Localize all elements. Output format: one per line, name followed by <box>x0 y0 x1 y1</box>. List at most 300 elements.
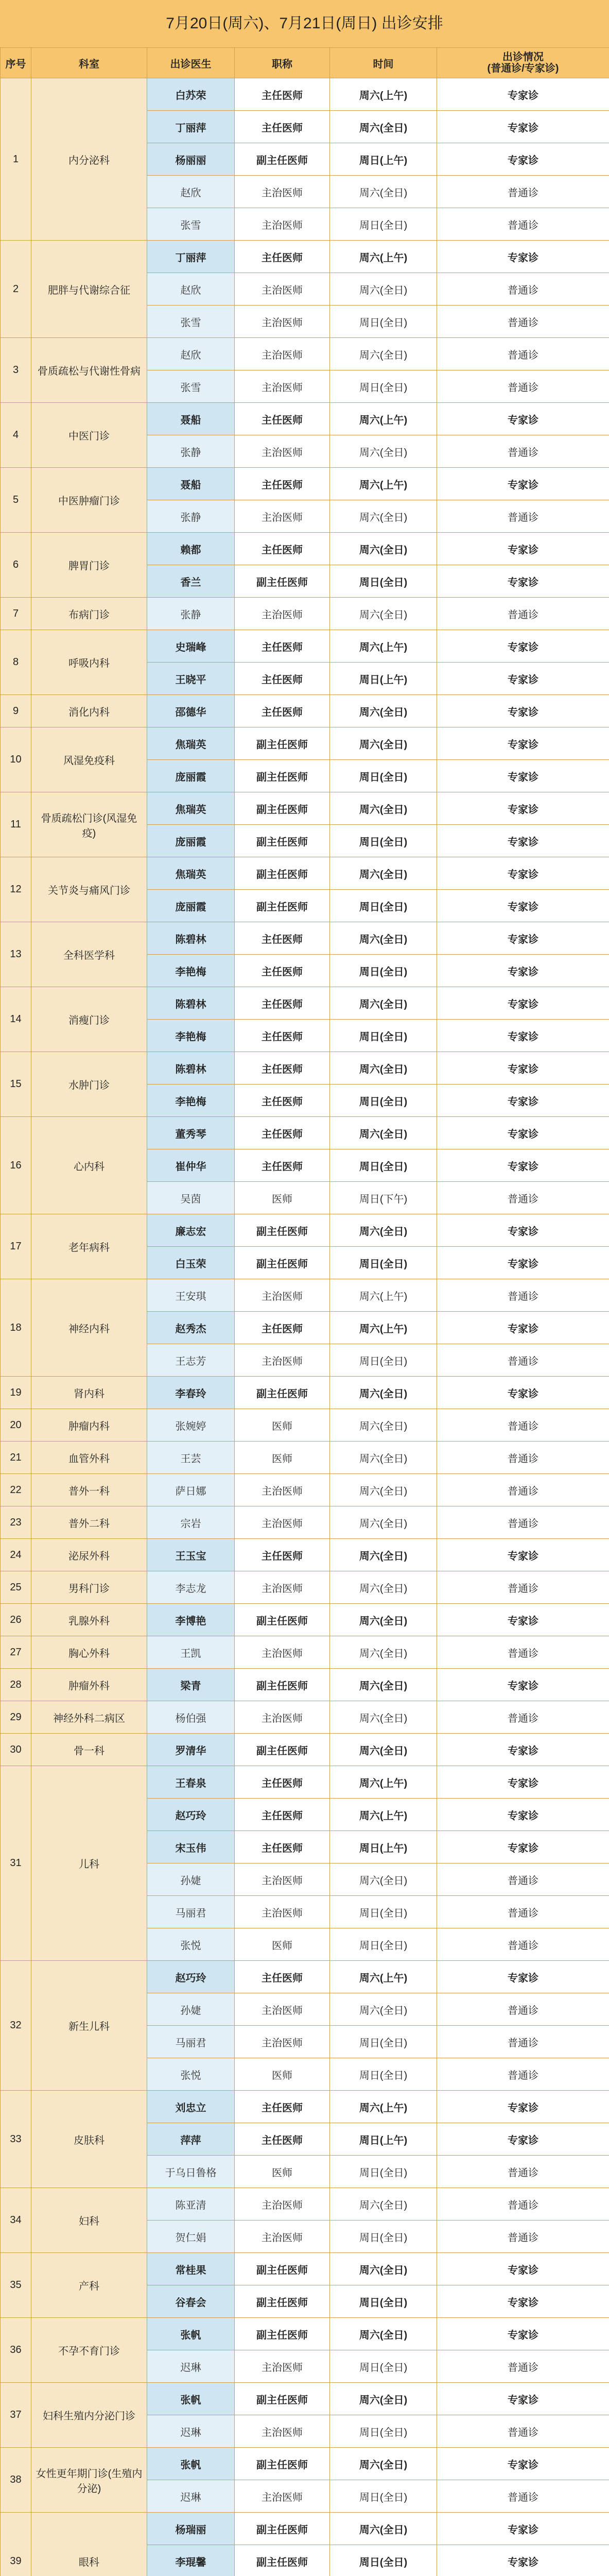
time-cell: 周六(全日) <box>330 1863 437 1896</box>
time-cell: 周六(全日) <box>330 176 437 208</box>
table-row <box>1 2513 609 2545</box>
title-cell: 主治医师 <box>235 1344 330 1377</box>
table-header-row <box>1 48 609 78</box>
row-number: 6 <box>1 533 31 598</box>
time-cell: 周六(全日) <box>330 1377 437 1409</box>
clinic-type-cell: 专家诊 <box>437 922 609 955</box>
clinic-type-cell: 专家诊 <box>437 1734 609 1766</box>
time-cell: 周六(全日) <box>330 2318 437 2350</box>
title-cell: 副主任医师 <box>235 1604 330 1636</box>
row-number: 10 <box>1 727 31 792</box>
title-cell: 副主任医师 <box>235 143 330 176</box>
doctor-cell: 李艳梅 <box>147 1084 235 1117</box>
title-cell: 医师 <box>235 1442 330 1474</box>
time-cell: 周日(全日) <box>330 2350 437 2383</box>
table-row <box>1 922 609 955</box>
clinic-type-cell: 专家诊 <box>437 630 609 663</box>
row-number: 3 <box>1 338 31 403</box>
clinic-type-cell: 专家诊 <box>437 533 609 565</box>
doctor-cell: 于乌日鲁格 <box>147 2156 235 2188</box>
title-cell: 副主任医师 <box>235 1734 330 1766</box>
table-row <box>1 792 609 825</box>
table-row <box>1 1442 609 1474</box>
doctor-cell: 张雪 <box>147 370 235 403</box>
clinic-type-cell: 专家诊 <box>437 825 609 857</box>
table-row <box>1 1214 609 1247</box>
time-cell: 周六(全日) <box>330 2513 437 2545</box>
col-header-time: 时间 <box>330 48 437 78</box>
doctor-cell: 李艳梅 <box>147 955 235 987</box>
department-cell: 乳腺外科 <box>31 1604 147 1636</box>
clinic-type-cell: 普通诊 <box>437 1474 609 1506</box>
time-cell: 周日(全日) <box>330 2026 437 2058</box>
table-row <box>1 338 609 370</box>
doctor-cell: 王春泉 <box>147 1766 235 1799</box>
table-row <box>1 727 609 760</box>
department-cell: 消化内科 <box>31 695 147 727</box>
time-cell: 周六(全日) <box>330 111 437 143</box>
row-number: 22 <box>1 1474 31 1506</box>
title-cell: 主治医师 <box>235 1506 330 1539</box>
clinic-type-cell: 专家诊 <box>437 2123 609 2156</box>
doctor-cell: 杨伯强 <box>147 1701 235 1734</box>
clinic-type-cell: 专家诊 <box>437 143 609 176</box>
doctor-cell: 张悦 <box>147 2058 235 2091</box>
title-cell: 主治医师 <box>235 208 330 241</box>
doctor-cell: 萨日娜 <box>147 1474 235 1506</box>
time-cell: 周六(全日) <box>330 1734 437 1766</box>
department-cell: 胸心外科 <box>31 1636 147 1669</box>
table-row <box>1 1669 609 1701</box>
clinic-type-cell: 专家诊 <box>437 1020 609 1052</box>
title-cell: 主治医师 <box>235 2026 330 2058</box>
clinic-type-cell: 专家诊 <box>437 2285 609 2318</box>
table-row <box>1 1409 609 1442</box>
title-cell: 副主任医师 <box>235 2513 330 2545</box>
table-row <box>1 598 609 630</box>
row-number: 13 <box>1 922 31 987</box>
department-cell: 肿瘤外科 <box>31 1669 147 1701</box>
clinic-type-cell: 普通诊 <box>437 1409 609 1442</box>
table-row <box>1 1766 609 1799</box>
doctor-cell: 赵欣 <box>147 273 235 306</box>
clinic-type-cell: 普通诊 <box>437 273 609 306</box>
title-cell: 主任医师 <box>235 2123 330 2156</box>
time-cell: 周六(上午) <box>330 241 437 273</box>
title-cell: 主任医师 <box>235 695 330 727</box>
clinic-type-cell: 专家诊 <box>437 468 609 500</box>
time-cell: 周六(上午) <box>330 1279 437 1312</box>
doctor-cell: 李志龙 <box>147 1571 235 1604</box>
clinic-type-cell: 普通诊 <box>437 1571 609 1604</box>
title-cell: 主任医师 <box>235 1799 330 1831</box>
clinic-type-cell: 专家诊 <box>437 565 609 598</box>
title-cell: 主任医师 <box>235 468 330 500</box>
row-number: 17 <box>1 1214 31 1279</box>
row-number: 36 <box>1 2318 31 2383</box>
clinic-type-cell: 专家诊 <box>437 890 609 922</box>
doctor-cell: 焦瑞英 <box>147 857 235 890</box>
clinic-type-cell: 专家诊 <box>437 1961 609 1993</box>
department-cell: 呼吸内科 <box>31 630 147 695</box>
title-cell: 主任医师 <box>235 1312 330 1344</box>
time-cell: 周六(全日) <box>330 695 437 727</box>
department-cell: 肿瘤内科 <box>31 1409 147 1442</box>
clinic-type-cell: 普通诊 <box>437 338 609 370</box>
time-cell: 周六(上午) <box>330 468 437 500</box>
doctor-cell: 宗岩 <box>147 1506 235 1539</box>
clinic-type-cell: 普通诊 <box>437 1928 609 1961</box>
clinic-type-cell: 专家诊 <box>437 2318 609 2350</box>
title-cell: 主任医师 <box>235 1766 330 1799</box>
doctor-cell: 迟琳 <box>147 2415 235 2448</box>
time-cell: 周日(全日) <box>330 306 437 338</box>
clinic-type-cell: 普通诊 <box>437 306 609 338</box>
clinic-type-cell: 专家诊 <box>437 1669 609 1701</box>
clinic-type-cell: 专家诊 <box>437 2383 609 2415</box>
department-cell: 儿科 <box>31 1766 147 1961</box>
col-header-no: 序号 <box>1 48 31 78</box>
doctor-cell: 马丽君 <box>147 1896 235 1928</box>
doctor-cell: 李春玲 <box>147 1377 235 1409</box>
clinic-type-cell: 普通诊 <box>437 598 609 630</box>
clinic-type-cell: 专家诊 <box>437 2448 609 2480</box>
title-cell: 主治医师 <box>235 176 330 208</box>
title-cell: 副主任医师 <box>235 727 330 760</box>
title-cell: 主任医师 <box>235 1961 330 1993</box>
department-cell: 女性更年期门诊(生殖内分泌) <box>31 2448 147 2513</box>
department-cell: 中医门诊 <box>31 403 147 468</box>
clinic-type-cell: 普通诊 <box>437 1344 609 1377</box>
title-cell: 副主任医师 <box>235 2545 330 2576</box>
doctor-cell: 陈亚清 <box>147 2188 235 2221</box>
clinic-type-cell: 专家诊 <box>437 2253 609 2285</box>
time-cell: 周日(全日) <box>330 1020 437 1052</box>
row-number: 1 <box>1 78 31 241</box>
clinic-type-cell: 专家诊 <box>437 1539 609 1571</box>
table-row <box>1 1506 609 1539</box>
col-header-doctor: 出诊医生 <box>147 48 235 78</box>
time-cell: 周日(全日) <box>330 1928 437 1961</box>
doctor-cell: 王安琪 <box>147 1279 235 1312</box>
doctor-cell: 史瑞峰 <box>147 630 235 663</box>
title-cell: 主治医师 <box>235 2350 330 2383</box>
clinic-type-cell: 专家诊 <box>437 1117 609 1149</box>
title-cell: 主治医师 <box>235 2480 330 2513</box>
row-number: 27 <box>1 1636 31 1669</box>
doctor-cell: 贺仁娟 <box>147 2221 235 2253</box>
row-number: 15 <box>1 1052 31 1117</box>
time-cell: 周六(上午) <box>330 630 437 663</box>
time-cell: 周日(上午) <box>330 1831 437 1863</box>
department-cell: 心内科 <box>31 1117 147 1214</box>
doctor-cell: 张静 <box>147 598 235 630</box>
title-cell: 主治医师 <box>235 1636 330 1669</box>
clinic-type-cell: 普通诊 <box>437 1182 609 1214</box>
row-number: 16 <box>1 1117 31 1214</box>
row-number: 4 <box>1 403 31 468</box>
department-cell: 神经内科 <box>31 1279 147 1377</box>
department-cell: 布病门诊 <box>31 598 147 630</box>
doctor-cell: 焦瑞英 <box>147 792 235 825</box>
doctor-cell: 王凯 <box>147 1636 235 1669</box>
doctor-cell: 迟琳 <box>147 2480 235 2513</box>
row-number: 35 <box>1 2253 31 2318</box>
time-cell: 周六(全日) <box>330 2383 437 2415</box>
doctor-cell: 张帆 <box>147 2448 235 2480</box>
doctor-cell: 谷春会 <box>147 2285 235 2318</box>
title-cell: 副主任医师 <box>235 890 330 922</box>
clinic-type-cell: 专家诊 <box>437 1312 609 1344</box>
time-cell: 周六(全日) <box>330 1442 437 1474</box>
row-number: 38 <box>1 2448 31 2513</box>
title-cell: 主任医师 <box>235 403 330 435</box>
doctor-cell: 赵巧玲 <box>147 1961 235 1993</box>
doctor-cell: 张雪 <box>147 208 235 241</box>
doctor-cell: 王玉宝 <box>147 1539 235 1571</box>
department-cell: 消瘦门诊 <box>31 987 147 1052</box>
page-title: 7月20日(周六)、7月21日(周日) 出诊安排 <box>166 15 443 32</box>
row-number: 37 <box>1 2383 31 2448</box>
clinic-type-cell: 专家诊 <box>437 857 609 890</box>
doctor-cell: 萍萍 <box>147 2123 235 2156</box>
doctor-cell: 王芸 <box>147 1442 235 1474</box>
time-cell: 周日(全日) <box>330 1084 437 1117</box>
department-cell: 普外一科 <box>31 1474 147 1506</box>
time-cell: 周六(上午) <box>330 1799 437 1831</box>
clinic-type-cell: 专家诊 <box>437 403 609 435</box>
row-number: 25 <box>1 1571 31 1604</box>
time-cell: 周日(全日) <box>330 2221 437 2253</box>
doctor-cell: 张静 <box>147 435 235 468</box>
col-header-title: 职称 <box>235 48 330 78</box>
row-number: 33 <box>1 2091 31 2188</box>
doctor-cell: 崔仲华 <box>147 1149 235 1182</box>
clinic-type-cell: 专家诊 <box>437 1247 609 1279</box>
doctor-cell: 李博艳 <box>147 1604 235 1636</box>
clinic-type-cell: 专家诊 <box>437 760 609 792</box>
row-number: 2 <box>1 241 31 338</box>
doctor-cell: 李艳梅 <box>147 1020 235 1052</box>
title-cell: 主任医师 <box>235 630 330 663</box>
clinic-type-cell: 普通诊 <box>437 208 609 241</box>
doctor-cell: 张婉婷 <box>147 1409 235 1442</box>
doctor-cell: 孙婕 <box>147 1863 235 1896</box>
doctor-cell: 王志芳 <box>147 1344 235 1377</box>
clinic-type-cell: 专家诊 <box>437 241 609 273</box>
title-cell: 主任医师 <box>235 663 330 695</box>
doctor-cell: 赵欣 <box>147 176 235 208</box>
row-number: 23 <box>1 1506 31 1539</box>
title-cell: 主任医师 <box>235 1084 330 1117</box>
row-number: 31 <box>1 1766 31 1961</box>
row-number: 21 <box>1 1442 31 1474</box>
department-cell: 骨质疏松门诊(风湿免疫) <box>31 792 147 857</box>
time-cell: 周六(上午) <box>330 1312 437 1344</box>
doctor-cell: 马丽君 <box>147 2026 235 2058</box>
department-cell: 皮肤科 <box>31 2091 147 2188</box>
table-row <box>1 403 609 435</box>
time-cell: 周日(全日) <box>330 825 437 857</box>
department-cell: 肾内科 <box>31 1377 147 1409</box>
clinic-type-cell: 普通诊 <box>437 500 609 533</box>
doctor-cell: 丁丽萍 <box>147 241 235 273</box>
clinic-type-cell: 专家诊 <box>437 1214 609 1247</box>
doctor-cell: 李琨馨 <box>147 2545 235 2576</box>
title-cell: 主治医师 <box>235 598 330 630</box>
table-row <box>1 1117 609 1149</box>
department-cell: 普外二科 <box>31 1506 147 1539</box>
title-cell: 副主任医师 <box>235 1669 330 1701</box>
clinic-type-cell: 专家诊 <box>437 1149 609 1182</box>
doctor-cell: 聂船 <box>147 468 235 500</box>
title-cell: 主治医师 <box>235 1474 330 1506</box>
title-cell: 医师 <box>235 1182 330 1214</box>
table-row <box>1 2318 609 2350</box>
doctor-cell: 庞丽霞 <box>147 825 235 857</box>
time-cell: 周六(上午) <box>330 78 437 111</box>
title-cell: 主任医师 <box>235 1831 330 1863</box>
time-cell: 周六(全日) <box>330 273 437 306</box>
time-cell: 周六(全日) <box>330 987 437 1020</box>
table-row <box>1 1604 609 1636</box>
doctor-cell: 白玉荣 <box>147 1247 235 1279</box>
time-cell: 周六(全日) <box>330 792 437 825</box>
department-cell: 骨质疏松与代谢性骨病 <box>31 338 147 403</box>
title-cell: 副主任医师 <box>235 857 330 890</box>
table-row <box>1 1961 609 1993</box>
time-cell: 周六(全日) <box>330 500 437 533</box>
clinic-type-cell: 专家诊 <box>437 727 609 760</box>
time-cell: 周六(全日) <box>330 1993 437 2026</box>
clinic-type-cell: 普通诊 <box>437 2188 609 2221</box>
department-cell: 中医肿瘤门诊 <box>31 468 147 533</box>
time-cell: 周六(全日) <box>330 2188 437 2221</box>
clinic-type-cell: 普通诊 <box>437 1442 609 1474</box>
title-cell: 主任医师 <box>235 241 330 273</box>
time-cell: 周六(全日) <box>330 598 437 630</box>
time-cell: 周日(全日) <box>330 370 437 403</box>
title-cell: 主治医师 <box>235 370 330 403</box>
table-row <box>1 1571 609 1604</box>
table-row <box>1 533 609 565</box>
title-cell: 副主任医师 <box>235 1214 330 1247</box>
clinic-type-cell: 专家诊 <box>437 695 609 727</box>
clinic-type-cell: 专家诊 <box>437 1766 609 1799</box>
department-cell: 男科门诊 <box>31 1571 147 1604</box>
table-row <box>1 1734 609 1766</box>
table-row <box>1 1377 609 1409</box>
row-number: 28 <box>1 1669 31 1701</box>
time-cell: 周日(全日) <box>330 2545 437 2576</box>
title-cell: 主治医师 <box>235 2188 330 2221</box>
clinic-type-cell: 专家诊 <box>437 663 609 695</box>
clinic-type-cell: 普通诊 <box>437 2058 609 2091</box>
title-cell: 主治医师 <box>235 1896 330 1928</box>
row-number: 20 <box>1 1409 31 1442</box>
table-row <box>1 2253 609 2285</box>
time-cell: 周六(全日) <box>330 435 437 468</box>
title-cell: 副主任医师 <box>235 825 330 857</box>
row-number: 8 <box>1 630 31 695</box>
title-cell: 主治医师 <box>235 273 330 306</box>
department-cell: 产科 <box>31 2253 147 2318</box>
title-cell: 医师 <box>235 2058 330 2091</box>
title-cell: 医师 <box>235 1928 330 1961</box>
clinic-type-cell: 普通诊 <box>437 1701 609 1734</box>
clinic-type-cell: 专家诊 <box>437 1604 609 1636</box>
title-cell: 主任医师 <box>235 78 330 111</box>
title-cell: 主治医师 <box>235 1993 330 2026</box>
clinic-type-cell: 普通诊 <box>437 1863 609 1896</box>
doctor-cell: 宋玉伟 <box>147 1831 235 1863</box>
doctor-cell: 赖都 <box>147 533 235 565</box>
title-cell: 主治医师 <box>235 1279 330 1312</box>
doctor-cell: 庞丽霞 <box>147 760 235 792</box>
title-cell: 主治医师 <box>235 306 330 338</box>
time-cell: 周日(全日) <box>330 1344 437 1377</box>
time-cell: 周六(全日) <box>330 857 437 890</box>
doctor-cell: 常桂果 <box>147 2253 235 2285</box>
department-cell: 老年病科 <box>31 1214 147 1279</box>
doctor-cell: 廉志宏 <box>147 1214 235 1247</box>
row-number: 32 <box>1 1961 31 2091</box>
department-cell: 水肿门诊 <box>31 1052 147 1117</box>
doctor-cell: 赵巧玲 <box>147 1799 235 1831</box>
title-cell: 医师 <box>235 2156 330 2188</box>
time-cell: 周日(全日) <box>330 890 437 922</box>
clinic-type-cell: 普通诊 <box>437 2350 609 2383</box>
doctor-cell: 刘忠立 <box>147 2091 235 2123</box>
time-cell: 周日(全日) <box>330 955 437 987</box>
time-cell: 周日(上午) <box>330 143 437 176</box>
doctor-cell: 张帆 <box>147 2318 235 2350</box>
title-cell: 主任医师 <box>235 1117 330 1149</box>
doctor-cell: 王晓平 <box>147 663 235 695</box>
doctor-cell: 吴茵 <box>147 1182 235 1214</box>
title-cell: 主任医师 <box>235 1052 330 1084</box>
doctor-cell: 杨瑞丽 <box>147 2513 235 2545</box>
clinic-type-cell: 专家诊 <box>437 1052 609 1084</box>
table-row <box>1 1474 609 1506</box>
title-cell: 主任医师 <box>235 2091 330 2123</box>
row-number: 24 <box>1 1539 31 1571</box>
time-cell: 周日(全日) <box>330 1896 437 1928</box>
doctor-cell: 香兰 <box>147 565 235 598</box>
clinic-type-cell: 普通诊 <box>437 435 609 468</box>
title-cell: 副主任医师 <box>235 565 330 598</box>
row-number: 19 <box>1 1377 31 1409</box>
doctor-cell: 迟琳 <box>147 2350 235 2383</box>
time-cell: 周六(全日) <box>330 1052 437 1084</box>
title-cell: 副主任医师 <box>235 1247 330 1279</box>
table-row <box>1 695 609 727</box>
row-number: 5 <box>1 468 31 533</box>
title-cell: 主治医师 <box>235 1863 330 1896</box>
time-cell: 周六(全日) <box>330 1506 437 1539</box>
doctor-cell: 邵德华 <box>147 695 235 727</box>
clinic-type-cell: 专家诊 <box>437 987 609 1020</box>
title-cell: 主治医师 <box>235 500 330 533</box>
doctor-cell: 孙婕 <box>147 1993 235 2026</box>
table-row <box>1 1539 609 1571</box>
title-cell: 副主任医师 <box>235 1377 330 1409</box>
clinic-type-cell: 普通诊 <box>437 1636 609 1669</box>
clinic-type-cell: 普通诊 <box>437 2415 609 2448</box>
title-cell: 主治医师 <box>235 1571 330 1604</box>
title-cell: 副主任医师 <box>235 760 330 792</box>
time-cell: 周日(上午) <box>330 2123 437 2156</box>
